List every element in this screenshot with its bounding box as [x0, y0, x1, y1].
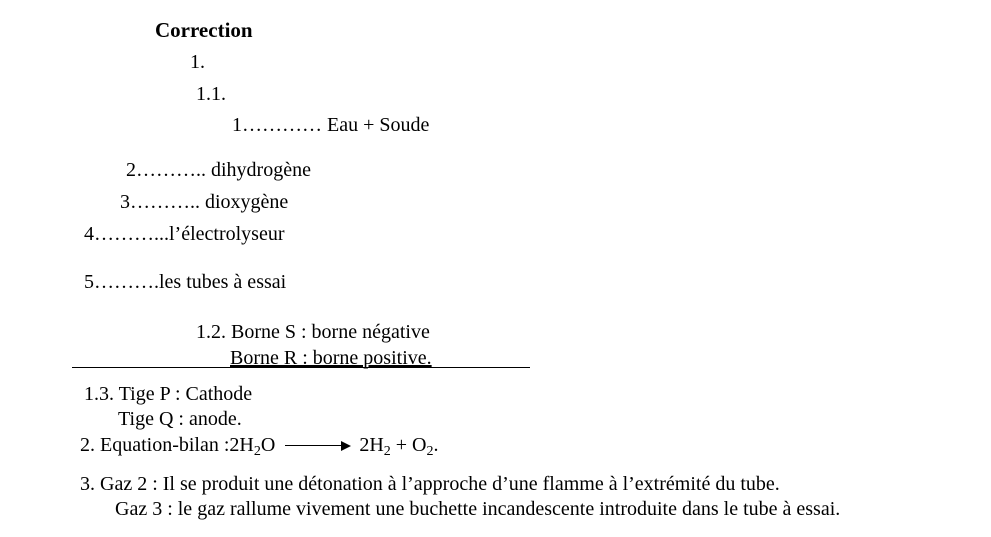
equation-product-1: 2H — [359, 434, 384, 456]
borne-r-line: Borne R : borne positive. — [230, 347, 432, 369]
gaz-3-line: Gaz 3 : le gaz rallume vivement une buchette incandescente introduite dans le tube à essai. — [115, 498, 841, 520]
gaz-2-line: 3. Gaz 2 : Il se produit une détonation à l’approche d’une flamme à l’extrémité du tube. — [80, 473, 780, 495]
section-1-1-number: 1.1. — [196, 83, 226, 105]
tige-q-line: Tige Q : anode. — [118, 408, 242, 430]
equation-prefix: 2. Equation-bilan :2H — [80, 434, 254, 456]
separator-rule — [72, 367, 530, 368]
equation-line — [80, 434, 439, 459]
equation-plus: + O — [390, 434, 427, 456]
list-item-2: 2……….. dihydrogène — [126, 159, 311, 181]
equation-reactant-tail: O — [260, 434, 276, 456]
equation-product-2-subscript: 2 — [426, 443, 434, 459]
equation-product-1-subscript: 2 — [383, 443, 391, 459]
equation-end: . — [433, 434, 439, 456]
list-item-5: 5……….les tubes à essai — [84, 271, 287, 293]
list-item-4: 4………...l’électrolyseur — [84, 223, 285, 245]
reaction-arrow-icon — [285, 441, 351, 451]
borne-s-line: 1.2. Borne S : borne négative — [196, 321, 430, 343]
tige-p-line: 1.3. Tige P : Cathode — [84, 383, 253, 405]
section-1-number: 1. — [190, 51, 205, 73]
page-title: Correction — [155, 18, 253, 42]
equation-reactant-subscript: 2 — [253, 443, 261, 459]
list-item-3: 3……….. dioxygène — [120, 191, 289, 213]
list-item-1: 1………… Eau + Soude — [232, 114, 430, 136]
